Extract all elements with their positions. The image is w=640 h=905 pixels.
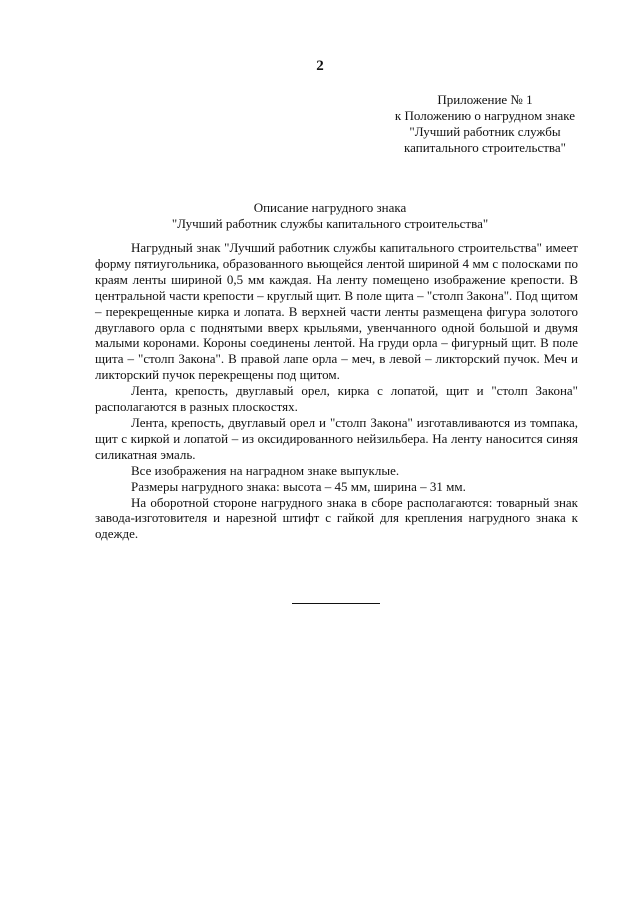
closing-divider — [292, 603, 380, 604]
appendix-line: Приложение № 1 — [437, 92, 533, 107]
document-title — [80, 200, 580, 232]
title-line: "Лучший работник службы капитального строительства" — [171, 216, 489, 231]
body-paragraph: Нагрудный знак "Лучший работник службы капитального строительства" имеет форму пятиугольника, образованного вьющейся лентой шириной 4 мм с полосками по краям ленты шириной 0,5 мм каждая. На ленту помещено изображение крепости. В центральной части крепости – круглый щит. В поле щита – "столп Закона". Под щитом – перекрещенные кирка и лопата. В верхней части ленты размещена фигура золотого двуглавого орла с поднятыми вверх крыльями, увенчанного одной большой и двумя малыми коронами. Короны соединены лентой. На груди орла – фигурный щит. В поле щита – "столп Закона". В правой лапе орла – меч, в левой – ликторский пучок. Меч и ликторский пучок перекрещены под щитом. — [95, 240, 578, 383]
title-line: Описание нагрудного знака — [253, 200, 407, 215]
body-paragraph: Лента, крепость, двуглавый орел, кирка с лопатой, щит и "столп Закона" располагаются в разных плоскостях. — [95, 383, 578, 415]
page-number: 2 — [316, 58, 324, 74]
appendix-header — [380, 92, 590, 156]
appendix-line: капитального строительства" — [404, 140, 566, 155]
appendix-line: к Положению о нагрудном знаке — [394, 108, 576, 123]
document-body — [95, 240, 578, 542]
body-paragraph: На оборотной стороне нагрудного знака в сборе располагаются: товарный знак завода-изготовителя и нарезной штифт с гайкой для крепления нагрудного знака к одежде. — [95, 494, 578, 542]
body-paragraph: Все изображения на наградном знаке выпуклые. — [131, 462, 400, 478]
body-paragraph: Лента, крепость, двуглавый орел и "столп Закона" изготавливаются из томпака, щит с киркой и лопатой – из оксидированного нейзильбера. На ленту наносится синяя силикатная эмаль. — [95, 414, 578, 462]
appendix-line: "Лучший работник службы — [409, 124, 561, 139]
body-paragraph: Размеры нагрудного знака: высота – 45 мм, ширина – 31 мм. — [131, 478, 466, 494]
